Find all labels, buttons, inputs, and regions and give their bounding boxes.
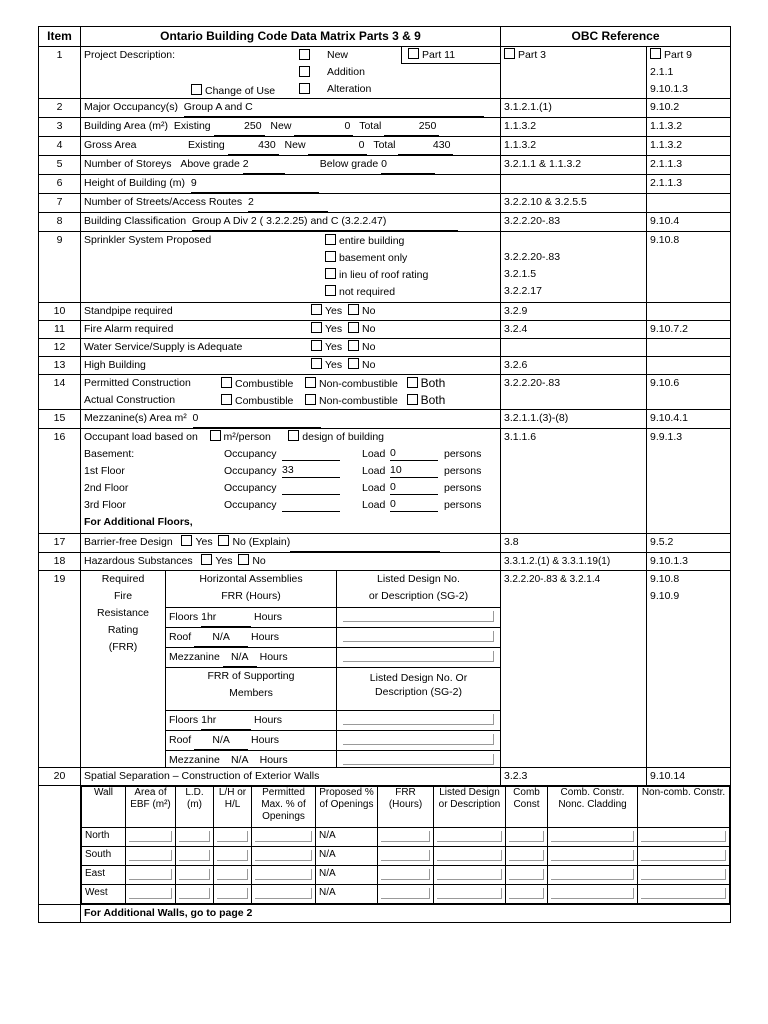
wall-input-box[interactable]	[179, 869, 210, 880]
streets-access-field[interactable]: 2	[248, 194, 328, 212]
wall-input-box[interactable]	[217, 869, 248, 880]
wall-input-box[interactable]	[255, 888, 312, 899]
wall-input-box[interactable]	[381, 850, 430, 861]
wall-input-box[interactable]	[437, 888, 502, 899]
wall-input-box[interactable]	[551, 869, 634, 880]
horiz-floors-design-field[interactable]	[343, 611, 494, 622]
walls-column-header: Proposed % of Openings	[316, 787, 378, 828]
wall-input-field[interactable]	[214, 885, 252, 904]
walls-column-header: L.D. (m)	[176, 787, 214, 828]
wall-input-field[interactable]	[434, 847, 506, 866]
wall-input-field[interactable]	[506, 847, 548, 866]
frr-label-line: (FRR)	[108, 641, 138, 653]
row-gross-area: 4 Gross Area Existing 430 New 0 Total 430 1.1.3.2 1.1.3.2	[39, 137, 731, 156]
wall-input-field[interactable]	[252, 828, 316, 847]
row-construction: 14 Permitted Construction Actual Construction Combustible Non-combustible Both Combustible Non-combustible Both 3.2.2.20-.83 9.10.6	[39, 375, 731, 410]
wall-input-field[interactable]	[434, 866, 506, 885]
wall-input-field[interactable]	[214, 847, 252, 866]
wall-input-field[interactable]	[176, 847, 214, 866]
support-roof-frr-field[interactable]: N/A	[194, 731, 248, 750]
support-floors-frr-field[interactable]: 1hr	[201, 711, 251, 730]
wall-input-field[interactable]	[126, 885, 176, 904]
wall-input-field[interactable]	[506, 866, 548, 885]
above-grade-field[interactable]: 2	[243, 156, 285, 174]
wall-input-field[interactable]	[126, 828, 176, 847]
wall-input-box[interactable]	[179, 850, 210, 861]
occupant-load-m2-checkbox[interactable]	[210, 430, 221, 441]
row-standpipe: 10 Standpipe required Yes No 3.2.9	[39, 303, 731, 321]
wall-input-box[interactable]	[255, 850, 312, 861]
wall-input-box[interactable]	[641, 831, 726, 842]
project-description-label: Project Description:	[84, 49, 176, 61]
row-mezzanine: 15 Mezzanine(s) Area m² 0 3.2.1.1.(3)-(8) 9.10.4.1	[39, 410, 731, 429]
walls-column-header: Area of EBF (m²)	[126, 787, 176, 828]
wall-input-field[interactable]	[638, 828, 730, 847]
frr-label-line: Rating	[107, 624, 139, 636]
wall-input-box[interactable]	[437, 831, 502, 842]
wall-input-box[interactable]	[255, 869, 312, 880]
water-service-no-checkbox[interactable]	[348, 340, 359, 351]
mezzanine-area-field[interactable]: 0	[193, 410, 321, 428]
floor-occupancy-field[interactable]	[282, 480, 340, 495]
header-title: Ontario Building Code Data Matrix Parts 3 & 9	[81, 27, 501, 47]
alteration-checkbox[interactable]	[299, 83, 310, 94]
floor-load-field[interactable]: 10	[390, 463, 438, 478]
row-occupant-load: 16 Occupant load based on m²/person design of building Basement: Occupancy Load 0 persons 1st Floor Occupancy 33 Load 10 persons 2nd Floor Occupancy Load 0 persons 3rd Floor Occupancy Load 0 persons For Additional Floors, 3.1.1.6 9.9.1.3	[39, 429, 731, 534]
actual-noncombustible-checkbox[interactable]	[305, 394, 316, 405]
frr-label-line: Required	[101, 573, 145, 585]
wall-input-box[interactable]	[179, 888, 210, 899]
barrier-free-yes-checkbox[interactable]	[181, 535, 192, 546]
wall-input-box[interactable]	[641, 850, 726, 861]
row-spatial-table	[39, 786, 731, 905]
row-project-description: 1 Project Description: Change of Use New Addition Alteration Part 11 Part 3 Part 9 2.1.1 9.10.1.3	[39, 47, 731, 99]
wall-input-box[interactable]	[509, 869, 544, 880]
floor-occupancy-field[interactable]	[282, 497, 340, 512]
row-building-classification: 8 Building Classification Group A Div 2 ( 3.2.2.25) and C (3.2.2.47) 3.2.2.20-.83 9.10.4	[39, 213, 731, 232]
wall-input-box[interactable]	[217, 850, 248, 861]
occupant-floor-row: 1st Floor Occupancy 33 Load 10 persons	[84, 464, 482, 477]
wall-input-field[interactable]	[638, 847, 730, 866]
building-classification-field[interactable]: Group A Div 2 ( 3.2.2.25) and C (3.2.2.47)	[192, 213, 458, 231]
wall-proposed-openings-field[interactable]: N/A	[316, 847, 378, 866]
horiz-mezz-frr-field[interactable]: N/A	[223, 648, 257, 667]
standpipe-yes-checkbox[interactable]	[311, 304, 322, 315]
header-obc-reference: OBC Reference	[501, 27, 731, 47]
barrier-free-explain-field[interactable]	[290, 534, 440, 552]
wall-input-field[interactable]	[638, 866, 730, 885]
wall-input-box[interactable]	[129, 888, 172, 899]
building-height-field[interactable]: 9	[191, 175, 319, 193]
wall-input-field[interactable]	[126, 866, 176, 885]
hazardous-yes-checkbox[interactable]	[201, 554, 212, 565]
permitted-combustible-checkbox[interactable]	[221, 377, 232, 388]
wall-input-field[interactable]	[434, 885, 506, 904]
wall-proposed-openings-field[interactable]: N/A	[316, 866, 378, 885]
wall-row	[82, 847, 730, 866]
wall-input-box[interactable]	[437, 850, 502, 861]
wall-input-box[interactable]	[129, 831, 172, 842]
row-sprinkler-system: 9 Sprinkler System Proposed entire building basement only in lieu of roof rating not required 3.2.2.20-.83 3.2.1.5 3.2.2.17 9.10.8	[39, 232, 731, 303]
sprinkler-in-lieu-roof-checkbox[interactable]	[325, 268, 336, 279]
wall-input-field[interactable]	[176, 885, 214, 904]
wall-input-box[interactable]	[551, 831, 634, 842]
wall-input-field[interactable]	[252, 847, 316, 866]
row-high-building: 13 High Building Yes No 3.2.6	[39, 357, 731, 375]
wall-input-box[interactable]	[509, 850, 544, 861]
building-area-existing-field[interactable]: 250	[214, 118, 265, 136]
wall-input-field[interactable]	[176, 828, 214, 847]
occupant-load-design-checkbox[interactable]	[288, 430, 299, 441]
wall-input-box[interactable]	[129, 869, 172, 880]
below-grade-field[interactable]: 0	[381, 156, 435, 174]
occupant-floor-list	[84, 446, 497, 514]
wall-input-box[interactable]	[381, 869, 430, 880]
wall-input-box[interactable]	[255, 831, 312, 842]
wall-input-field[interactable]	[378, 885, 434, 904]
walls-column-header: FRR (Hours)	[378, 787, 434, 828]
wall-input-box[interactable]	[129, 850, 172, 861]
row-streets-access: 7 Number of Streets/Access Routes 2 3.2.2.10 & 3.2.5.5	[39, 194, 731, 213]
part3-checkbox[interactable]	[504, 48, 515, 59]
wall-input-box[interactable]	[509, 888, 544, 899]
fire-alarm-yes-checkbox[interactable]	[311, 322, 322, 333]
building-area-total-field[interactable]: 250	[384, 118, 439, 136]
wall-input-box[interactable]	[437, 869, 502, 880]
wall-input-field[interactable]	[252, 885, 316, 904]
horiz-mezz-design-field[interactable]	[343, 651, 494, 662]
occupant-floor-row: 2nd Floor Occupancy Load 0 persons	[84, 481, 482, 494]
wall-input-field[interactable]	[378, 847, 434, 866]
actual-both-checkbox[interactable]	[407, 394, 418, 405]
support-mezz-frr-field[interactable]: N/A	[223, 751, 257, 768]
wall-name: East	[82, 866, 126, 885]
wall-proposed-openings-field[interactable]: N/A	[316, 885, 378, 904]
frr-label-line: Fire	[113, 590, 133, 602]
frr-label-line: Resistance	[97, 607, 149, 619]
row-height-of-building: 6 Height of Building (m) 9 2.1.1.3	[39, 175, 731, 194]
wall-name: West	[82, 885, 126, 904]
data-matrix-table	[38, 26, 731, 923]
wall-input-box[interactable]	[551, 888, 634, 899]
floor-load-field[interactable]: 0	[390, 497, 438, 512]
row-spatial-separation: 20 Spatial Separation – Construction of Exterior Walls 3.2.3 9.10.14	[39, 768, 731, 786]
actual-combustible-checkbox[interactable]	[221, 394, 232, 405]
water-service-yes-checkbox[interactable]	[311, 340, 322, 351]
addition-checkbox[interactable]	[299, 66, 310, 77]
occupant-floor-row: 3rd Floor Occupancy Load 0 persons	[84, 498, 482, 511]
sprinkler-basement-only-checkbox[interactable]	[325, 251, 336, 262]
part9-checkbox[interactable]	[650, 48, 661, 59]
permitted-both-checkbox[interactable]	[407, 377, 418, 388]
permitted-noncombustible-checkbox[interactable]	[305, 377, 316, 388]
wall-input-box[interactable]	[509, 831, 544, 842]
floor-occupancy-field[interactable]	[282, 446, 340, 461]
walls-column-header: Listed Design or Description	[434, 787, 506, 828]
hazardous-no-checkbox[interactable]	[238, 554, 249, 565]
row-hazardous-substances: 18 Hazardous Substances Yes No 3.3.1.2.(1) & 3.3.1.19(1) 9.10.1.3	[39, 553, 731, 571]
sprinkler-not-required-checkbox[interactable]	[325, 285, 336, 296]
wall-input-field[interactable]	[434, 828, 506, 847]
row-barrier-free: 17 Barrier-free Design Yes No (Explain) 3.8 9.5.2	[39, 534, 731, 553]
support-mezz-design-field[interactable]	[343, 754, 494, 765]
wall-proposed-openings-field[interactable]: N/A	[316, 828, 378, 847]
wall-input-box[interactable]	[381, 888, 430, 899]
floor-load-field[interactable]: 0	[390, 480, 438, 495]
row-number-of-storeys: 5 Number of Storeys Above grade 2 Below grade 0 3.2.1.1 & 1.1.3.2 2.1.1.3	[39, 156, 731, 175]
barrier-free-no-checkbox[interactable]	[218, 535, 229, 546]
support-floors-design-field[interactable]	[343, 714, 494, 725]
major-occupancy-field[interactable]: Group A and C	[184, 99, 484, 117]
row-water-service: 12 Water Service/Supply is Adequate Yes No	[39, 339, 731, 357]
horiz-floors-frr-field[interactable]: 1hr	[201, 608, 251, 627]
wall-name: South	[82, 847, 126, 866]
wall-input-box[interactable]	[381, 831, 430, 842]
wall-name: North	[82, 828, 126, 847]
walls-column-header: Comb. Constr. Nonc. Cladding	[548, 787, 638, 828]
wall-input-field[interactable]	[548, 866, 638, 885]
wall-input-field[interactable]	[252, 866, 316, 885]
walls-column-header: L/H or H/L	[214, 787, 252, 828]
wall-input-box[interactable]	[551, 850, 634, 861]
wall-input-box[interactable]	[179, 831, 210, 842]
wall-row	[82, 866, 730, 885]
wall-input-field[interactable]	[548, 847, 638, 866]
floor-load-field[interactable]: 0	[390, 446, 438, 461]
building-area-new-field[interactable]: 0	[294, 118, 353, 136]
row-major-occupancy: 2 Major Occupancy(s) Group A and C 3.1.2.1.(1) 9.10.2	[39, 99, 731, 118]
walls-header-row	[82, 787, 730, 828]
wall-input-field[interactable]	[378, 866, 434, 885]
gross-area-new-field[interactable]: 0	[308, 137, 367, 155]
change-of-use-checkbox[interactable]	[191, 84, 202, 95]
row-fire-alarm: 11 Fire Alarm required Yes No 3.2.4 9.10.7.2	[39, 321, 731, 339]
wall-input-box[interactable]	[641, 888, 726, 899]
walls-column-header: Wall	[82, 787, 126, 828]
wall-row	[82, 885, 730, 904]
horiz-roof-design-field[interactable]	[343, 631, 494, 642]
gross-area-total-field[interactable]: 430	[398, 137, 453, 155]
walls-column-header: Comb Const	[506, 787, 548, 828]
high-building-no-checkbox[interactable]	[348, 358, 359, 369]
occupant-floor-row: Basement: Occupancy Load 0 persons	[84, 447, 482, 460]
wall-input-field[interactable]	[638, 885, 730, 904]
header-item: Item	[39, 27, 81, 47]
frr-assemblies: Horizontal Assemblies FRR (Hours) Listed Design No. or Description (SG-2) Floors 1hr Hours Roof N/A Hours Mezzanine N/A Hours FRR of Supporting Members Listed Design No. Or Description (SG-2) Floors 1hr Hours Roof N/A Hours Mezzanine N/A Hours	[166, 571, 500, 767]
walls-column-header: Non-comb. Constr.	[638, 787, 730, 828]
wall-input-field[interactable]	[126, 847, 176, 866]
floor-occupancy-field[interactable]: 33	[282, 463, 340, 478]
walls-column-header: Permitted Max. % of Openings	[252, 787, 316, 828]
wall-input-field[interactable]	[378, 828, 434, 847]
wall-input-field[interactable]	[548, 828, 638, 847]
standpipe-no-checkbox[interactable]	[348, 304, 359, 315]
wall-input-box[interactable]	[217, 831, 248, 842]
wall-input-field[interactable]	[214, 866, 252, 885]
frr-label-block	[81, 571, 166, 767]
support-roof-design-field[interactable]	[343, 734, 494, 745]
wall-input-field[interactable]	[548, 885, 638, 904]
wall-input-field[interactable]	[176, 866, 214, 885]
sprinkler-entire-building-checkbox[interactable]	[325, 234, 336, 245]
high-building-yes-checkbox[interactable]	[311, 358, 322, 369]
new-checkbox[interactable]	[299, 49, 310, 60]
wall-input-box[interactable]	[641, 869, 726, 880]
wall-row	[82, 828, 730, 847]
row-additional-walls: For Additional Walls, go to page 2	[39, 905, 731, 923]
wall-input-box[interactable]	[217, 888, 248, 899]
fire-alarm-no-checkbox[interactable]	[348, 322, 359, 333]
gross-area-existing-field[interactable]: 430	[228, 137, 279, 155]
wall-input-field[interactable]	[506, 828, 548, 847]
wall-input-field[interactable]	[506, 885, 548, 904]
part11-checkbox[interactable]	[408, 48, 419, 59]
row-building-area: 3 Building Area (m²) Existing 250 New 0 Total 250 1.1.3.2 1.1.3.2	[39, 118, 731, 137]
exterior-walls-table	[81, 786, 730, 904]
horiz-roof-frr-field[interactable]: N/A	[194, 628, 248, 647]
wall-input-field[interactable]	[214, 828, 252, 847]
row-fire-resistance-rating: 19 Required Fire Resistance Rating (FRR) Horizontal Assemblies FRR (Hours) Listed Design No. or Description (SG-2) Floors 1hr Hours Roof N/A Hours Mezzanine N/A Hours FRR of Supporting Members Listed Design No. Or Description (SG-2) Floors 1hr Hours Roof N/A Hours Mezzanine N/A Hours 3.2.2.20-.83 & 3.2.1.4 9.10.8 9.10.9	[39, 571, 731, 768]
